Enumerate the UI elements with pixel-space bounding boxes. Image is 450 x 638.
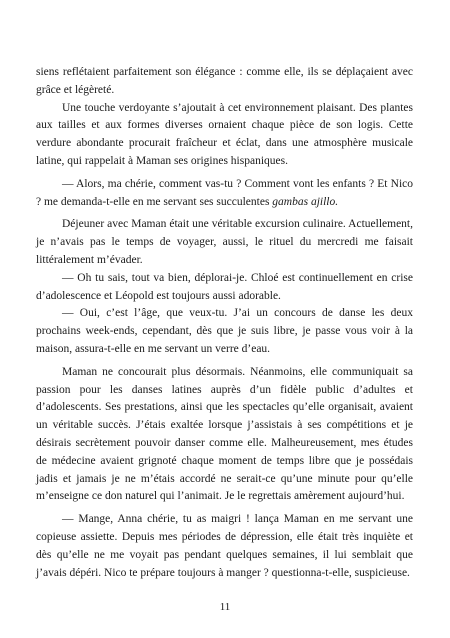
paragraph: Maman ne concourait plus désormais. Néanmoins, elle communiquait sa passion pour les danses latines auprès d’un fidèle public d’adultes et d’adolescents. Ses prestations, ainsi que les spectacles qu’elle organisait, avaient un véritable succès. J’étais exaltée lorsque j’assistais à ses compétitions et je désirais secrètement pouvoir danser comme elle. Malheureusement, mes études de médecine avaient grignoté chaque moment de temps libre que je possédais jadis et jamais je ne m’étais accordé ne serait-ce qu’une minute pour qu’elle m’enseigne ce don naturel qui l’animait. Je le regrettais amèrement aujourd’hui.	[36, 365, 413, 503]
body-text	[36, 64, 413, 582]
paragraph	[36, 176, 413, 212]
paragraph: siens reflétaient parfaitement son élégance : comme elle, ils se déplaçaient avec grâce et légèreté.	[36, 66, 413, 96]
paragraph: — Oui, c’est l’âge, que veux-tu. J’ai un concours de danse les deux prochains week-ends, cependant, dès que je suis libre, je passe vous voir à la maison, assura-t-elle en me servant un verre d’eau.	[36, 307, 413, 355]
italic-phrase: gambas ajillo.	[272, 195, 339, 208]
page-number: 11	[219, 601, 231, 613]
paragraph: — Oh tu sais, tout va bien, déplorai-je. Chloé est continuellement en crise d’adolescence et Léopold est toujours aussi adorable.	[36, 271, 413, 302]
paragraph-text: — Alors, ma chérie, comment vas-tu ? Comment vont les enfants ? Et Nico ? me demanda-t-elle en me servant ses succulentes	[36, 177, 413, 208]
paragraph: Déjeuner avec Maman était une véritable excursion culinaire. Actuellement, je n’avais pas le temps de voyager, aussi, le rituel du mercredi me faisait littéralement m’évader.	[36, 218, 413, 266]
paragraph: — Mange, Anna chérie, tu as maigri ! lança Maman en me servant une copieuse assiette. Depuis mes périodes de dépression, elle était très inquiète et dès qu’elle ne me voyait pas pendant quelques semaines, il lui semblait que j’avais dépéri. Nico te prépare toujours à manger ? questionna-t-elle, suspicieuse.	[36, 513, 413, 579]
paragraph: Une touche verdoyante s’ajoutait à cet environnement plaisant. Des plantes aux tailles et aux formes diverses ornaient chaque pièce de son logis. Cette verdure abondante procurait fraîcheur et éclat, dans une atmosphère musicale latine, qui rappelait à Maman ses origines hispaniques.	[36, 101, 413, 167]
